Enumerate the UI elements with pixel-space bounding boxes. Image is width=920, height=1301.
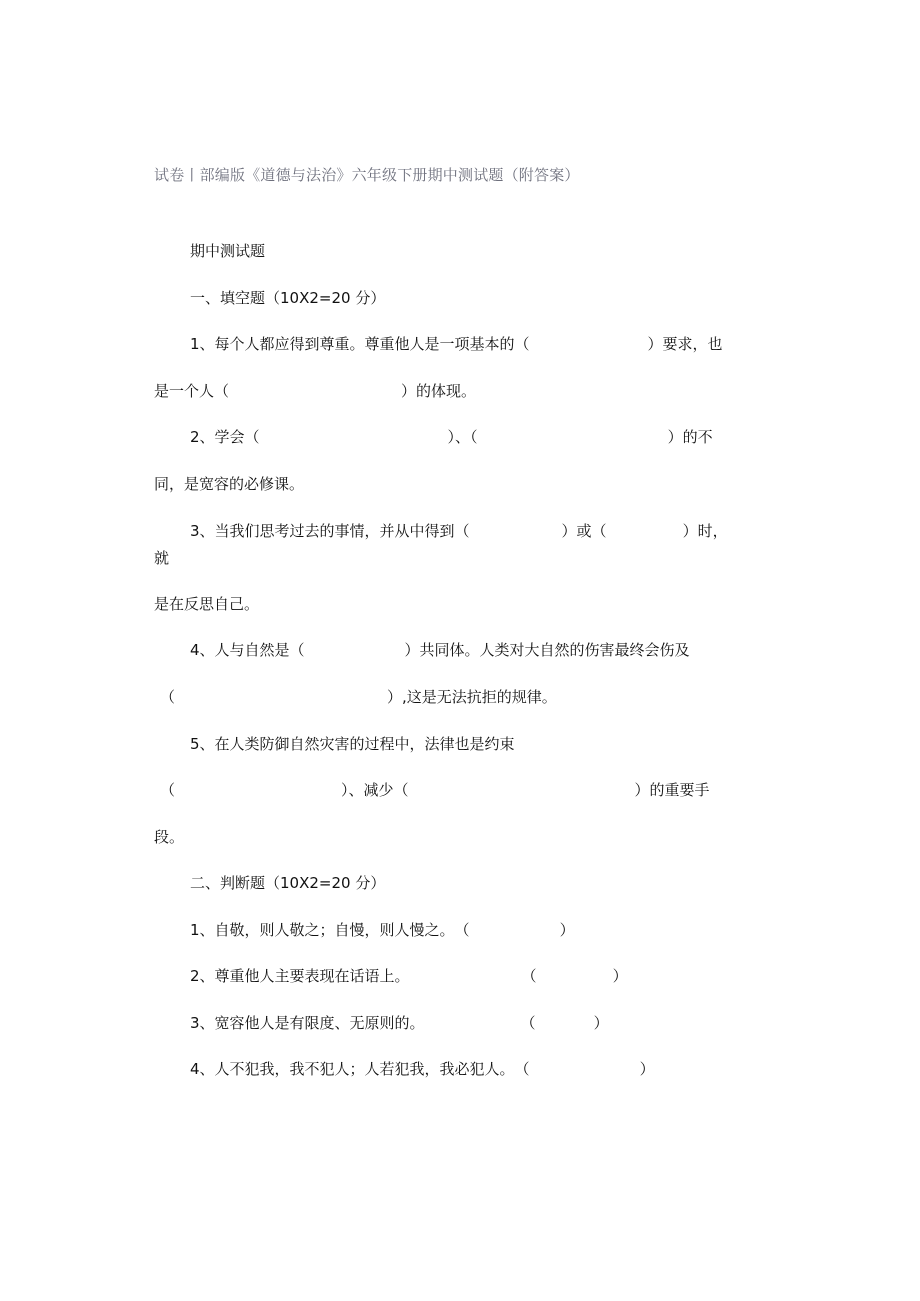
q4-text-c: （ [160,688,176,706]
q4-text-b: ）共同体。人类对大自然的伤害最终会伤及 [404,641,690,659]
judgement-1-text: 1、自敬，则人敬之；自慢，则人慢之。 [190,921,455,939]
question-4-line-1 [190,640,690,660]
question-1-line-1 [190,334,723,354]
q5-text-b: （ [160,781,176,799]
judgement-3-close: ） [593,1014,609,1032]
q3-text-a: 3、当我们思考过去的事情，并从中得到（ [190,522,470,540]
q3-text-c: ）时， [682,522,728,540]
q3-text-b: ）或（ [561,522,607,540]
q1-text-cont: 是一个人（ [154,382,230,400]
q2-text-b: ）、（ [447,428,478,446]
q4-text-a: 4、人与自然是（ [190,641,305,659]
judgement-4-close: ） [639,1060,655,1078]
judgement-item-3 [190,1013,609,1033]
question-3-line-3: 是在反思自己。 [154,595,260,613]
judgement-item-4 [190,1059,655,1079]
judgement-item-1 [190,920,575,940]
judgement-3-text: 3、宽容他人是有限度、无原则的。 [190,1014,425,1032]
judgement-item-2 [190,966,628,986]
question-5-line-1: 5、在人类防御自然灾害的过程中，法律也是约束 [190,735,515,753]
judgement-2-close: ） [612,967,628,985]
judgement-3-open: （ [520,1014,536,1032]
question-3-line-1 [190,521,728,541]
judgement-2-text: 2、尊重他人主要表现在话语上。 [190,967,410,985]
section-heading: 期中测试题 [190,242,266,260]
question-5-line-3: 段。 [154,828,185,846]
question-3-line-2: 就 [154,549,170,567]
q5-text-c: ）、减少（ [341,781,409,799]
judgement-1-close: ） [559,921,575,939]
judgement-1-open: （ [454,921,470,939]
question-5-line-2 [160,780,710,800]
question-2-line-2: 同，是宽容的必修课。 [154,475,305,493]
question-1-line-2 [154,381,476,401]
q1-text-tail: ）的体现。 [401,382,477,400]
q4-text-d: ）,这是无法抗拒的规律。 [387,688,557,706]
q2-text-c: ）的不 [667,428,713,446]
q1-text-end: ）要求，也 [647,335,723,353]
document-title: 试卷丨部编版《道德与法治》六年级下册期中测试题（附答案） [154,166,580,184]
section-2-label: 二、判断题（10X2=20 分） [190,874,386,892]
section-1-label: 一、填空题（10X2=20 分） [190,289,386,307]
q5-text-d: ）的重要手 [634,781,710,799]
judgement-4-open: （ [514,1060,530,1078]
question-2-line-1 [190,427,713,447]
judgement-4-text: 4、人不犯我，我不犯人；人若犯我，我必犯人。 [190,1060,515,1078]
q1-text-start: 1、每个人都应得到尊重。尊重他人是一项基本的（ [190,335,530,353]
judgement-2-open: （ [521,967,537,985]
question-4-line-2 [160,687,557,707]
q2-text-a: 2、学会（ [190,428,260,446]
